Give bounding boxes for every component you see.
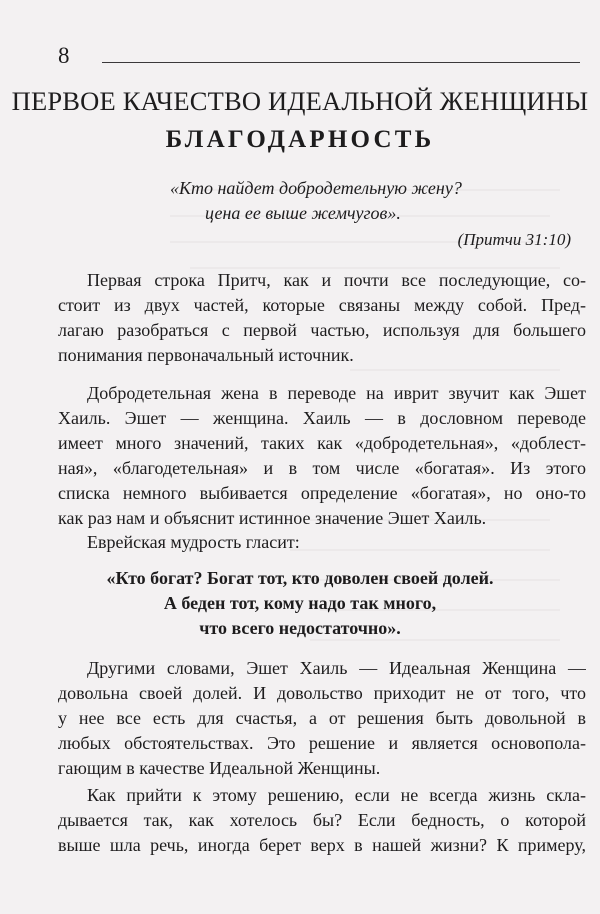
- paragraph-line: списка немного выбивается определение «богатая», но оно-то: [58, 483, 586, 503]
- paragraph-line: Добродетельная жена в переводе на иврит звучит как Эшет: [87, 383, 586, 403]
- page-number: 8: [58, 43, 70, 68]
- paragraph-line: имеет много значений, таких как «добродетельная», «доблест-: [58, 433, 586, 453]
- paragraph-line: Как прийти к этому решению, если не всегда жизнь скла-: [87, 785, 586, 805]
- paragraph-line: Первая строка Притч, как и почти все последующие, со-: [87, 270, 586, 290]
- paragraph-line: у нее все есть для счастья, а от решения быть довольной в: [58, 708, 586, 728]
- paragraph-line: выше шла речь, иногда берет верх в нашей жизни? К примеру,: [58, 835, 586, 855]
- paragraph-line: дывается так, как хотелось бы? Если бедность, о которой: [58, 810, 586, 830]
- epigraph-line: «Кто найдет добродетельную жену?: [170, 178, 462, 198]
- highlighted-quote: [0, 566, 600, 641]
- paragraph-line: понимания первоначальный источник.: [58, 345, 354, 365]
- paragraph-line: гающим в качестве Идеальной Женщины.: [58, 758, 381, 778]
- chapter-subtitle: БЛАГОДАРНОСТЬ: [165, 126, 435, 153]
- epigraph-line: цена ее выше жемчугов».: [205, 203, 401, 223]
- paragraph: [58, 268, 586, 368]
- paragraph-line: любых обстоятельствах. Это решение и является основопола-: [58, 733, 586, 753]
- paragraph: [58, 783, 586, 858]
- paragraph-line: Хаиль. Эшет — женщина. Хаиль — в дословном переводе: [58, 408, 586, 428]
- paragraph: [58, 381, 586, 531]
- chapter-title: ПЕРВОЕ КАЧЕСТВО ИДЕАЛЬНОЙ ЖЕНЩИНЫ: [11, 86, 589, 116]
- paragraph-line: Еврейская мудрость гласит:: [87, 532, 300, 552]
- header-rule: [102, 62, 580, 63]
- epigraph-source: (Притчи 31:10): [457, 230, 571, 249]
- paragraph-line: как раз нам и объяснит истинное значение Эшет Хаиль.: [58, 508, 487, 528]
- paragraph: [58, 530, 586, 555]
- paragraph-line: ная», «благодетельная» и в том числе «богатая». Из этого: [58, 458, 586, 478]
- paragraph-line: Другими словами, Эшет Хаиль — Идеальная Женщина —: [87, 658, 586, 678]
- quote-line: что всего недостаточно».: [199, 618, 401, 638]
- quote-line: А беден тот, кому надо так много,: [163, 593, 437, 613]
- epigraph: [170, 176, 570, 226]
- paragraph-line: довольна своей долей. И довольство приходит не от того, что: [58, 683, 586, 703]
- quote-line: «Кто богат? Богат тот, кто доволен своей долей.: [106, 568, 494, 588]
- paragraph-line: стоит из двух частей, которые связаны между собой. Пред-: [58, 295, 586, 315]
- paragraph-line: лагаю разобраться с первой частью, используя для большего: [58, 320, 586, 340]
- paragraph: [58, 656, 586, 781]
